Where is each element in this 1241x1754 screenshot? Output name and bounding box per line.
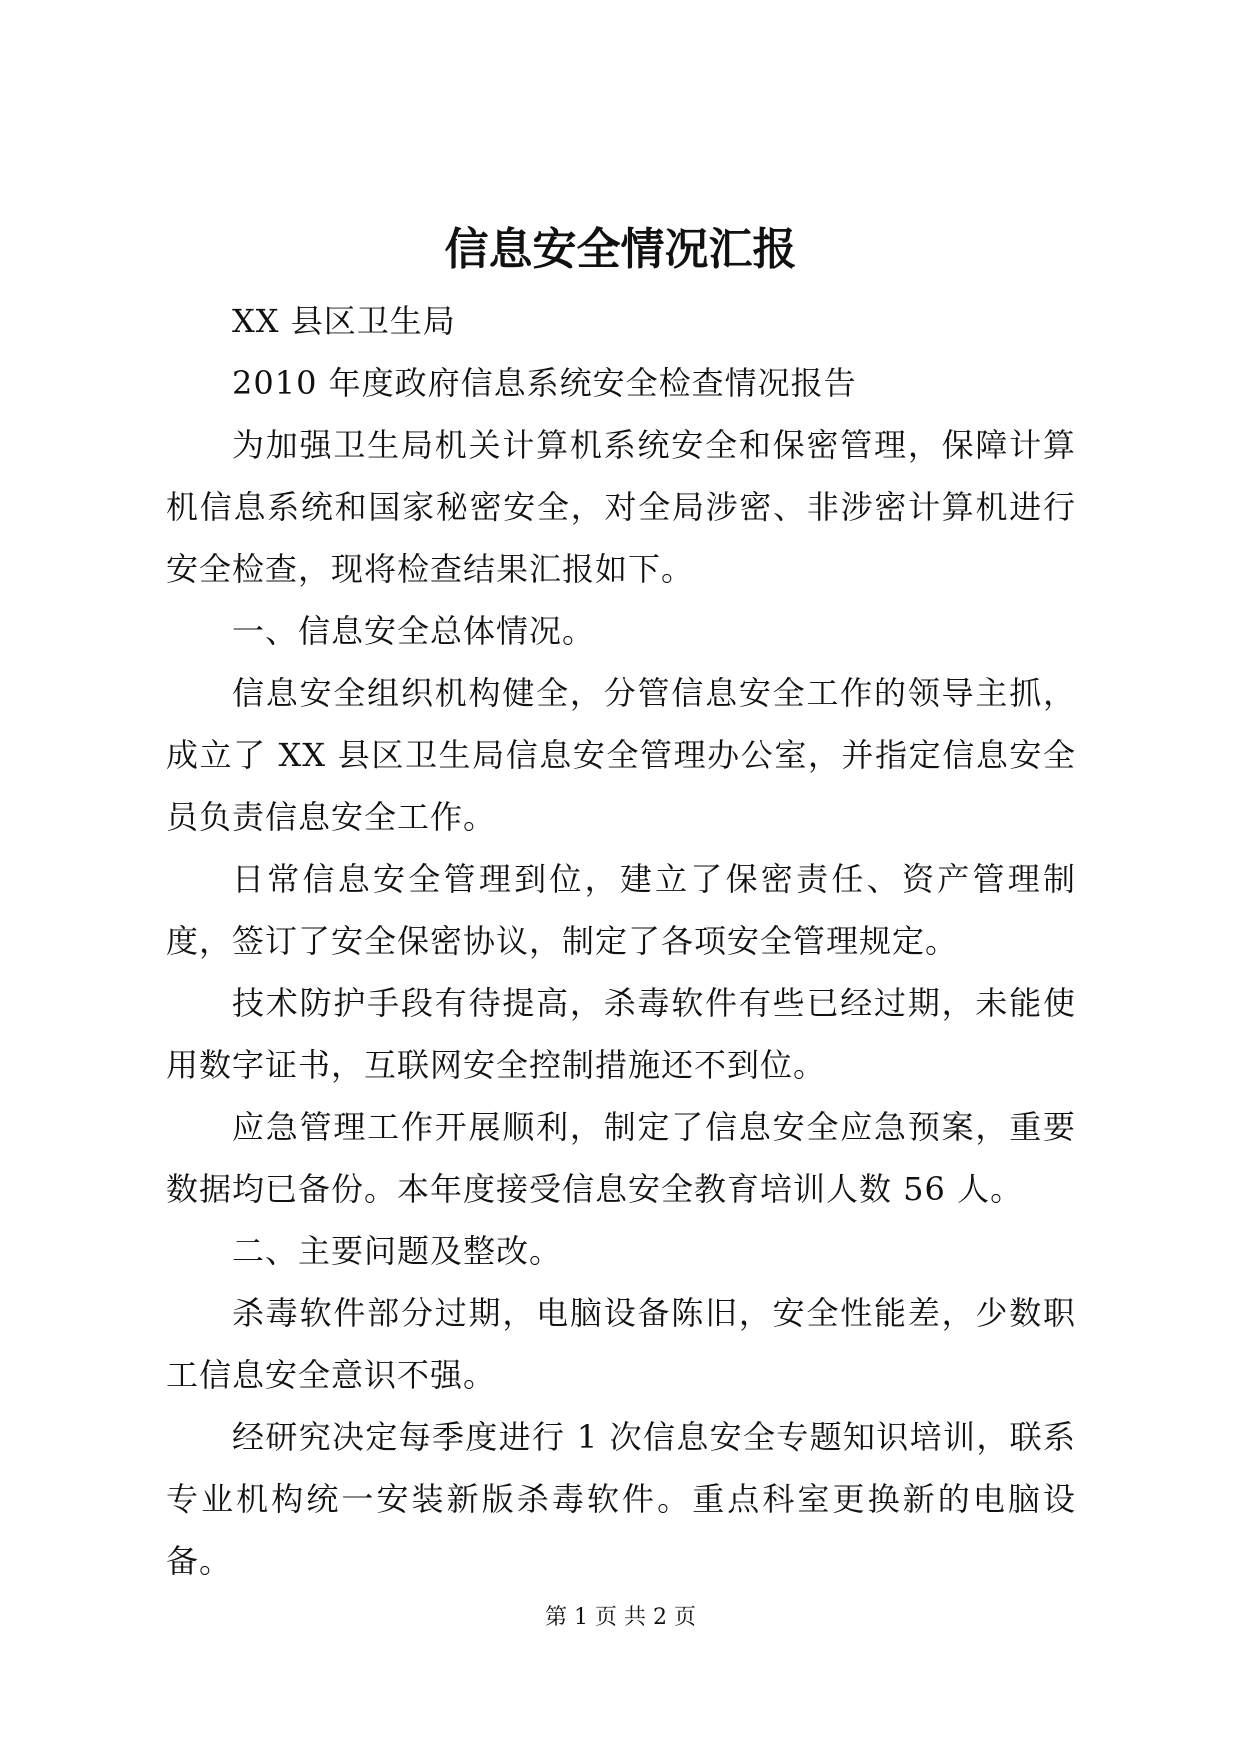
paragraph-technical-protection: 技术防护手段有待提高，杀毒软件有些已经过期，未能使用数字证书，互联网安全控制措施还不到位。 <box>166 984 1076 1084</box>
paragraph-report-name: 2010 年度政府信息系统安全检查情况报告 <box>232 364 857 402</box>
document-body <box>166 290 1076 1592</box>
paragraph-emergency-management: 应急管理工作开展顺利，制定了信息安全应急预案，重要数据均已备份。本年度接受信息安全教育培训人数 56 人。 <box>166 1108 1076 1208</box>
paragraph-intro: 为加强卫生局机关计算机系统安全和保密管理，保障计算机信息系统和国家秘密安全，对全局涉密、非涉密计算机进行安全检查，现将检查结果汇报如下。 <box>166 426 1076 588</box>
document-title: 信息安全情况汇报 <box>444 224 797 275</box>
paragraph-daily-management: 日常信息安全管理到位，建立了保密责任、资产管理制度，签订了安全保密协议，制定了各项安全管理规定。 <box>166 860 1076 960</box>
paragraph-organization: 信息安全组织机构健全，分管信息安全工作的领导主抓，成立了 XX 县区卫生局信息安全管理办公室，并指定信息安全员负责信息安全工作。 <box>166 674 1076 836</box>
section-heading-overall: 一、信息安全总体情况。 <box>232 612 596 650</box>
paragraph-org-name: XX 县区卫生局 <box>232 302 456 340</box>
page-number-footer: 第 1 页 共 2 页 <box>545 1605 696 1630</box>
paragraph-issues: 杀毒软件部分过期，电脑设备陈旧，安全性能差，少数职工信息安全意识不强。 <box>166 1294 1076 1394</box>
paragraph-rectification: 经研究决定每季度进行 1 次信息安全专题知识培训，联系专业机构统一安装新版杀毒软件。重点科室更换新的电脑设备。 <box>166 1418 1076 1580</box>
section-heading-issues: 二、主要问题及整改。 <box>232 1232 563 1270</box>
